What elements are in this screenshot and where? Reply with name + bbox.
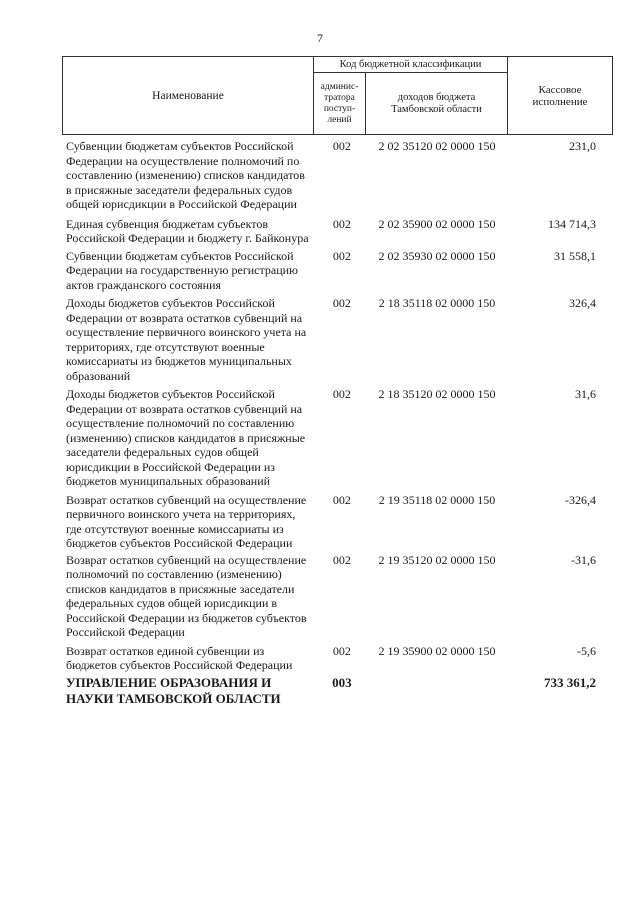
row-name: Субвенции бюджетам субъектов Российской Федерации на государственную регистрацию актов гражданского состояния bbox=[66, 248, 299, 292]
table-header bbox=[62, 56, 613, 135]
row-name: УПРАВЛЕНИЕ ОБРАЗОВАНИЯ И НАУКИ ТАМБОВСКОЙ ОБЛАСТИ bbox=[66, 674, 281, 706]
table-row bbox=[62, 249, 612, 293]
row-income-code: 2 02 35900 02 0000 150 bbox=[378, 216, 496, 231]
row-amount: 733 361,2 bbox=[543, 674, 596, 690]
table-row bbox=[62, 217, 612, 246]
row-name: Доходы бюджетов субъектов Российской Федерации от возврата остатков субвенций на осуществление первичного воинского учета на территориях, где отсутствуют военные комиссариаты из бюджетов муниципальных образований bbox=[66, 296, 307, 383]
row-amount: -326,4 bbox=[564, 492, 596, 507]
table-row bbox=[62, 493, 612, 551]
table-row bbox=[62, 644, 612, 673]
row-income-code: 2 02 35930 02 0000 150 bbox=[378, 248, 496, 263]
table-row bbox=[62, 553, 612, 640]
row-income-code: 2 18 35120 02 0000 150 bbox=[378, 387, 496, 401]
row-name: Доходы бюджетов субъектов Российской Федерации от возврата остатков субвенций на осуществление полномочий по составлению (изменению) списков кандидатов в присяжные заседатели федеральных судов общей юрисдикции в Российской Федерации из бюджетов муниципальных образований bbox=[66, 387, 306, 488]
row-amount: 31,6 bbox=[574, 387, 596, 401]
row-income-code: 2 02 35120 02 0000 150 bbox=[378, 139, 496, 153]
row-amount: 134 714,3 bbox=[547, 216, 596, 231]
row-amount: 31 558,1 bbox=[553, 248, 596, 263]
row-admin-code: 002 bbox=[332, 216, 351, 231]
header-income bbox=[366, 73, 508, 135]
row-name: Возврат остатков субвенций на осуществление полномочий по составлению (изменению) списков кандидатов в присяжные заседатели федеральных судов общей юрисдикции в Российской Федерации из бюджетов субъектов Российской Федерации bbox=[66, 552, 307, 639]
header-name bbox=[63, 57, 314, 135]
row-admin-code: 002 bbox=[332, 492, 351, 507]
row-admin-code: 002 bbox=[332, 248, 351, 263]
row-income-code: 2 19 35118 02 0000 150 bbox=[378, 492, 496, 507]
row-amount: -31,6 bbox=[570, 552, 596, 567]
row-income-code: 2 19 35120 02 0000 150 bbox=[378, 552, 496, 567]
row-admin-code: 002 bbox=[332, 296, 351, 310]
row-name: Возврат остатков единой субвенции из бюджетов субъектов Российской Федерации bbox=[66, 643, 293, 672]
row-admin-code: 002 bbox=[332, 387, 351, 401]
row-admin-code: 002 bbox=[332, 139, 351, 153]
row-admin-code: 003 bbox=[332, 674, 352, 690]
header-cash bbox=[508, 57, 613, 135]
row-income-code: 2 18 35118 02 0000 150 bbox=[378, 296, 496, 310]
header-kbk bbox=[314, 57, 508, 73]
header-kbk-label: Код бюджетной классификации bbox=[339, 58, 482, 70]
row-amount: 231,0 bbox=[568, 139, 596, 153]
header-admin bbox=[314, 73, 366, 135]
row-admin-code: 002 bbox=[332, 552, 351, 567]
row-amount: 326,4 bbox=[568, 296, 596, 310]
row-name: Субвенции бюджетам субъектов Российской Федерации на осуществление полномочий по составлению (изменению) списков кандидатов в присяжные заседатели федеральных судов общей юрисдикции в Российской Федерации bbox=[66, 139, 305, 211]
header-name-label: Наименование bbox=[152, 89, 224, 102]
row-name: Возврат остатков субвенций на осуществление первичного воинского учета на территориях, где отсутствуют военные комиссариаты из бюджетов субъектов Российской Федерации bbox=[66, 492, 307, 550]
header-income-label: доходов бюджета Тамбовской области bbox=[391, 91, 482, 115]
row-admin-code: 002 bbox=[332, 643, 351, 658]
page-number: 7 bbox=[317, 31, 323, 45]
table-row bbox=[62, 675, 612, 707]
table-body bbox=[62, 139, 612, 707]
table-row bbox=[62, 139, 612, 212]
table-row bbox=[62, 296, 612, 383]
header-admin-label: админис- тратора поступ- лений bbox=[320, 81, 359, 125]
row-income-code: 2 19 35900 02 0000 150 bbox=[378, 643, 496, 658]
row-amount: -5,6 bbox=[576, 643, 596, 658]
table-row bbox=[62, 387, 612, 489]
row-name: Единая субвенция бюджетам субъектов Российской Федерации и бюджету г. Байконура bbox=[66, 216, 309, 245]
header-cash-label: Кассовое исполнение bbox=[532, 83, 588, 108]
